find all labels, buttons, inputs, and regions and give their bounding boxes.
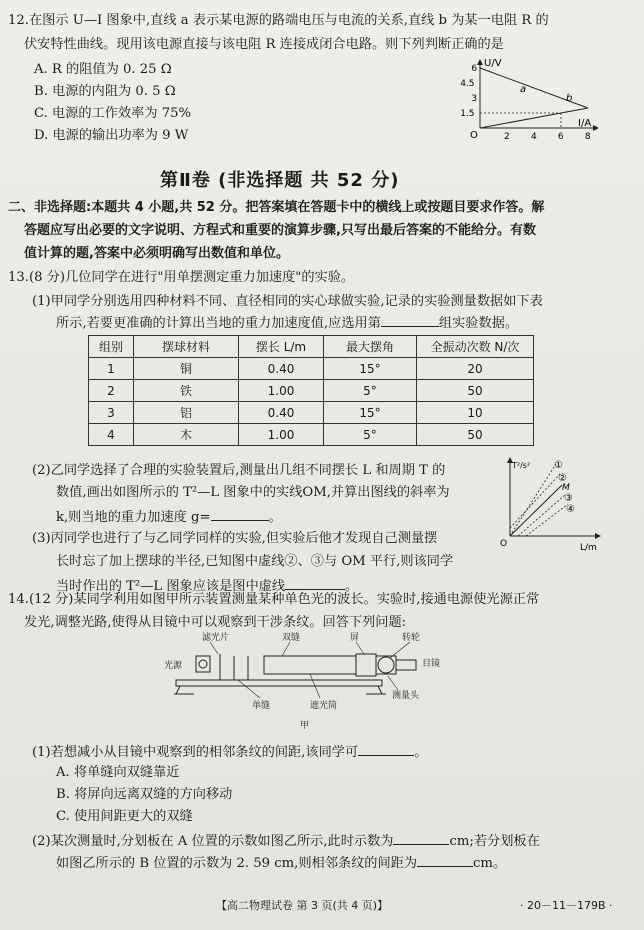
leader-wheel <box>390 642 410 658</box>
lamp-icon <box>199 660 207 668</box>
q13-p1-line2 <box>56 312 518 333</box>
eyepiece-element <box>396 660 416 670</box>
table-cell: 3 <box>89 402 134 424</box>
table-cell: 5° <box>324 380 417 402</box>
q14-p2-line1 <box>32 830 540 851</box>
q13-y-label: T²/s² <box>512 461 531 470</box>
q13-label-1: ① <box>554 460 563 471</box>
q13-p2-line3-text: k,则当地的重力加速度 g= <box>56 510 211 525</box>
q13-dashed-line-4 <box>526 504 568 536</box>
footer-code: · 20－11－179B · <box>520 899 613 912</box>
q13-data-table <box>88 335 534 446</box>
table-row <box>89 402 534 424</box>
q14-p2-line2-text: 如图乙所示的 B 位置的示数为 2. 59 cm,则相邻条纹的间距为 <box>56 856 418 871</box>
q13-p3-answer-blank[interactable] <box>285 575 345 590</box>
leader-single-slit <box>238 680 260 698</box>
footer-page-info: 【高二物理试卷 第 3 页(共 4 页)】 <box>216 899 389 912</box>
q13-dashed-line-3 <box>518 494 566 536</box>
table-cell: 15° <box>324 402 417 424</box>
table-header-cell: 摆长 L/m <box>239 336 324 358</box>
q12-x-axis-label: I/A <box>578 118 592 129</box>
q14-option-b: B. 将屏向远离双缝的方向移动 <box>56 787 233 802</box>
q12-x-tick-label: 4 <box>530 132 537 142</box>
q13-p3-line1: (3)丙同学也进行了与乙同学同样的实验,但实验后他才发现自己测量摆 <box>32 531 438 546</box>
q14-line1: 14.(12 分)某同学利用如图甲所示装置测量某种单色光的波长。实验时,接通电源使光源正常 <box>8 592 540 607</box>
q12-line2: 伏安特性曲线。现用该电源直接与该电阻 R 连接成闭合电路。则下列判断正确的是 <box>24 37 504 52</box>
q13-stem: 13.(8 分)几位同学在进行"用单摆测定重力加速度"的实验。 <box>8 270 355 285</box>
q14-p1-text: (1)若想减小从目镜中观察到的相邻条纹的间距,该同学可 <box>32 745 359 760</box>
q12-option-b: B. 电源的内阻为 0. 5 Ω <box>34 84 176 99</box>
q14-p2-line2 <box>56 852 506 873</box>
bench-leg-right <box>378 686 382 694</box>
screen-element <box>356 654 376 676</box>
q13-p3-line2: 长时忘了加上摆球的半径,已知图中虚线②、③与 OM 平行,则该同学 <box>56 554 454 569</box>
q12-ui-graph <box>458 56 608 144</box>
label-screen: 屏 <box>350 633 360 643</box>
table-row <box>89 424 534 446</box>
q14-p2-line2-tail: cm。 <box>473 856 507 871</box>
table-row <box>89 358 534 380</box>
label-light-source: 光源 <box>164 661 183 671</box>
q12-x-tick-label: 8 <box>584 132 591 142</box>
q13-label-3: ③ <box>564 493 573 504</box>
q13-p3-line3-tail: 。 <box>345 579 359 594</box>
section2-instruction-2: 答题应写出必要的文字说明、方程式和重要的演算步骤,只写出最后答案的不能给分。有数 <box>24 223 536 238</box>
q14-option-c: C. 使用间距更大的双缝 <box>56 809 193 824</box>
q14-p1-answer-blank[interactable] <box>358 741 414 756</box>
label-caption: 甲 <box>300 721 310 731</box>
q12-y-tick-label: 6 <box>471 64 478 74</box>
table-cell: 4 <box>89 424 134 446</box>
table-cell: 1 <box>89 358 134 380</box>
label-wheel: 转轮 <box>402 633 421 643</box>
table-cell: 2 <box>89 380 134 402</box>
leader-screen <box>356 642 364 654</box>
table-header-row <box>89 336 534 358</box>
q12-option-a: A. R 的阻值为 0. 25 Ω <box>34 62 172 77</box>
label-measuring-head: 测量头 <box>392 691 420 701</box>
measuring-head <box>376 656 396 674</box>
q12-label-b: b <box>566 93 573 104</box>
q13-p1-line1: (1)甲同学分别选用四种材料不同、直径相同的实心球做实验,记录的实验测量数据如下表 <box>32 294 543 309</box>
label-eyepiece: 目镜 <box>422 659 441 669</box>
table-header-cell: 组别 <box>89 336 134 358</box>
q12-y-tick-label: 4.5 <box>460 79 475 89</box>
table-cell: 0.40 <box>239 358 324 380</box>
table-row <box>89 380 534 402</box>
q12-line1: 12.在图示 U—I 图象中,直线 a 表示某电源的路端电压与电流的关系,直线 b 为某一电阻 R 的 <box>8 13 549 28</box>
q12-line-b <box>480 108 588 128</box>
light-tube <box>264 656 356 674</box>
table-header-cell: 全振动次数 N/次 <box>417 336 534 358</box>
table-cell: 20 <box>417 358 534 380</box>
table-cell: 10 <box>417 402 534 424</box>
q14-p2-answer-blank-1[interactable] <box>393 830 449 845</box>
q13-label-2: ② <box>558 473 567 484</box>
q12-option-d: D. 电源的输出功率为 9 W <box>34 128 189 143</box>
table-cell: 15° <box>324 358 417 380</box>
leader-measuring-head <box>388 676 398 690</box>
table-cell: 1.00 <box>239 380 324 402</box>
section2-title: 第Ⅱ卷 (非选择题 共 52 分) <box>160 170 400 191</box>
table-header-cell: 摆球材料 <box>134 336 239 358</box>
q13-p3-line3-text: 当时作出的 T²—L 图象应该是图中虚线 <box>56 579 286 594</box>
optical-bench <box>176 680 382 686</box>
q13-p2-line1: (2)乙同学选择了合理的实验装置后,测量出几组不同摆长 L 和周期 T 的 <box>32 463 446 478</box>
leader-filter <box>210 642 218 654</box>
wheel-icon <box>378 657 394 673</box>
q13-p2-line2: 数值,画出如图所示的 T²—L 图象中的实线OM,并算出图线的斜率为 <box>56 485 450 500</box>
q13-dashed-line-1 <box>510 464 556 536</box>
q12-y-tick-label: 3 <box>471 94 478 104</box>
q13-p2-answer-blank[interactable] <box>211 506 269 521</box>
q13-x-label: L/m <box>580 543 597 553</box>
table-cell: 5° <box>324 424 417 446</box>
q12-option-c: C. 电源的工作效率为 75% <box>34 106 192 121</box>
q14-p1 <box>32 741 427 762</box>
section2-instruction-3: 值计算的题,答案中必须明确写出数值和单位。 <box>24 246 289 261</box>
q14-p2-line1-tail: cm;若分划板在 <box>449 834 540 849</box>
q14-line2: 发光,调整光路,使得从目镜中可以观察到干涉条纹。回答下列问题: <box>24 615 407 630</box>
light-source-box <box>196 656 210 672</box>
q12-y-tick-label: 1.5 <box>460 109 475 119</box>
q12-x-tick-label: 2 <box>503 132 510 142</box>
section2-instruction-1: 二、非选择题:本题共 4 小题,共 52 分。把答案填在答题卡中的横线上或按题目要求作答。解 <box>8 200 545 215</box>
q13-label-m: M <box>562 483 570 493</box>
table-cell: 木 <box>134 424 239 446</box>
q13-p1-line2-text: 所示,若要更准确的计算出当地的重力加速度值,应选用第 <box>56 316 381 331</box>
label-filter: 滤光片 <box>202 633 230 643</box>
table-cell: 50 <box>417 424 534 446</box>
table-cell: 铜 <box>134 358 239 380</box>
q13-p1-line2-tail: 组实验数据。 <box>438 316 519 331</box>
label-double-slit: 双缝 <box>282 633 301 643</box>
label-tube: 遮光筒 <box>310 701 338 711</box>
q12-label-a: a <box>520 84 527 95</box>
table-cell: 1.00 <box>239 424 324 446</box>
table-cell: 50 <box>417 380 534 402</box>
q13-origin: O <box>500 539 508 549</box>
table-cell: 铝 <box>134 402 239 424</box>
q14-p1-tail: 。 <box>414 745 428 760</box>
q14-apparatus-diagram <box>160 628 490 736</box>
table-cell: 0.40 <box>239 402 324 424</box>
q12-x-tick-label: 6 <box>557 132 564 142</box>
label-single-slit: 单缝 <box>252 701 271 711</box>
q12-origin: O <box>470 130 478 141</box>
bench-leg-left <box>176 686 180 694</box>
q13-label-4: ④ <box>566 504 575 515</box>
q14-p2-answer-blank-2[interactable] <box>417 852 473 867</box>
leader-double-slit <box>282 642 290 656</box>
q13-t2l-graph <box>496 454 606 558</box>
table-cell: 铁 <box>134 380 239 402</box>
q13-p1-answer-blank[interactable] <box>381 312 439 327</box>
q13-dashed-line-2 <box>510 474 560 528</box>
q12-y-axis-label: U/V <box>484 58 502 69</box>
q14-option-a: A. 将单缝向双缝靠近 <box>56 765 180 780</box>
q14-p2-line1-text: (2)某次测量时,分划板在 A 位置的示数如图乙所示,此时示数为 <box>32 834 394 849</box>
q13-p2-line3 <box>56 506 282 527</box>
q13-p2-line3-tail: 。 <box>268 510 282 525</box>
table-header-cell: 最大摆角 <box>324 336 417 358</box>
